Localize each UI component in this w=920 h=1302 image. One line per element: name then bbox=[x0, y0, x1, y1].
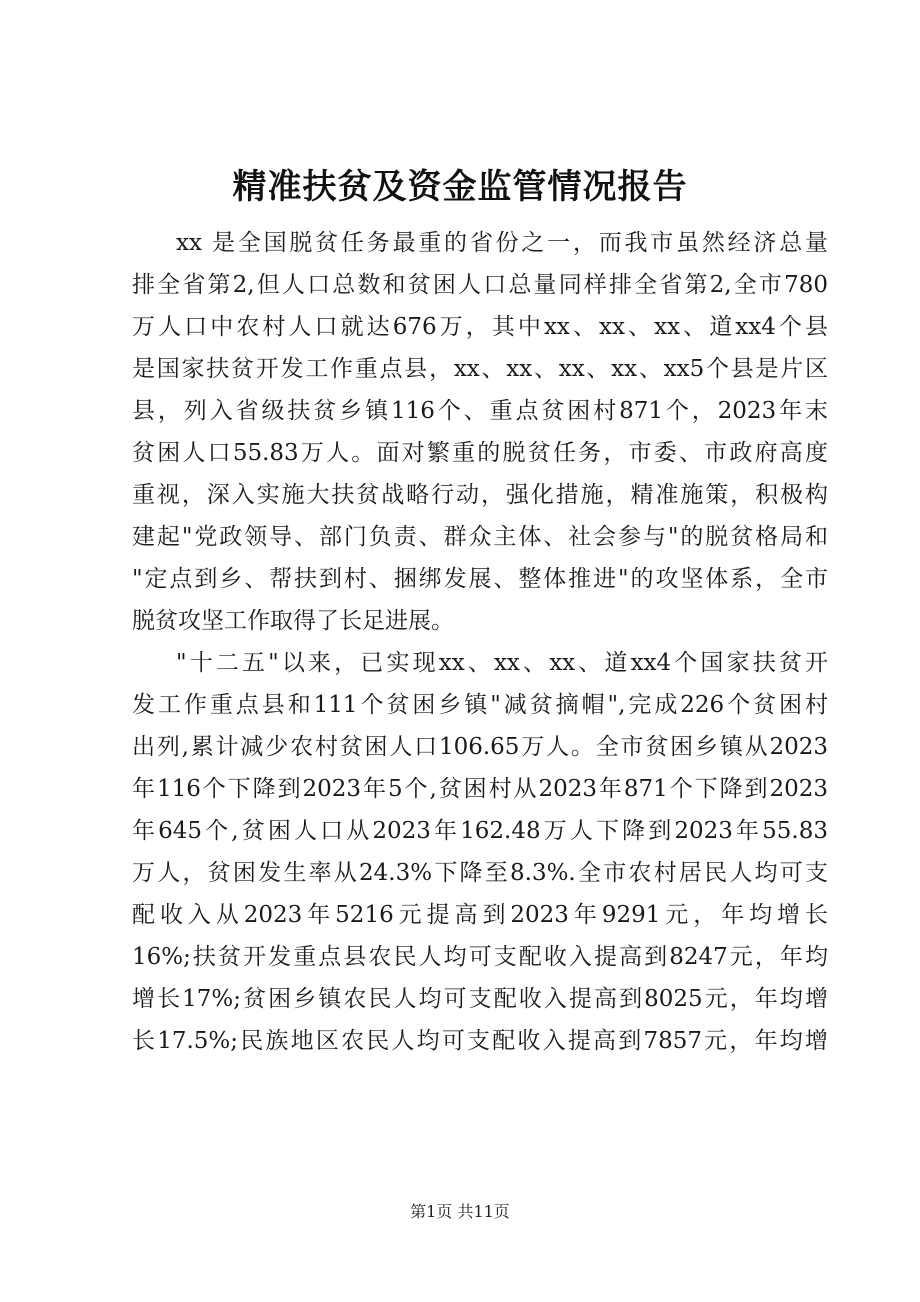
text-line: 万人口中农村人口就达676万，其中xx、xx、xx、道xx4个县 bbox=[132, 314, 828, 340]
text-line: 脱贫攻坚工作取得了长足进展。 bbox=[132, 608, 454, 634]
text-line: 增长17%;贫困乡镇农民人均可支配收入提高到8025元，年均增 bbox=[132, 986, 828, 1012]
text-line: 贫困人口55.83万人。面对繁重的脱贫任务，市委、市政府高度 bbox=[132, 440, 828, 466]
paragraph bbox=[132, 222, 828, 642]
text-line: 重视，深入实施大扶贫战略行动，强化措施，精准施策，积极构 bbox=[132, 482, 828, 508]
text-line: 16%;扶贫开发重点县农民人均可支配收入提高到8247元，年均 bbox=[132, 944, 828, 970]
text-line: 配收入从2023年5216元提高到2023年9291元，年均增长 bbox=[132, 902, 828, 928]
document-body bbox=[132, 222, 828, 1062]
text-line: 出列,累计减少农村贫困人口106.65万人。全市贫困乡镇从2023 bbox=[132, 734, 828, 760]
paragraph bbox=[132, 642, 828, 1062]
text-line: xx 是全国脱贫任务最重的省份之一，而我市虽然经济总量 bbox=[176, 230, 828, 256]
text-line: 年645个,贫困人口从2023年162.48万人下降到2023年55.83 bbox=[132, 818, 828, 844]
text-line: 建起"党政领导、部门负责、群众主体、社会参与"的脱贫格局和 bbox=[132, 524, 828, 550]
text-line: 发工作重点县和111个贫困乡镇"减贫摘帽",完成226个贫困村 bbox=[132, 692, 828, 718]
document-title: 精准扶贫及资金监管情况报告 bbox=[232, 167, 688, 207]
text-line: 年116个下降到2023年5个,贫困村从2023年871个下降到2023 bbox=[132, 776, 829, 802]
text-line: 县，列入省级扶贫乡镇116个、重点贫困村871个，2023年末 bbox=[132, 398, 828, 424]
page-number: 第1页 共11页 bbox=[410, 1202, 510, 1221]
text-line: "十二五"以来，已实现xx、xx、xx、道xx4个国家扶贫开 bbox=[176, 650, 828, 676]
text-line: 长17.5%;民族地区农民人均可支配收入提高到7857元，年均增 bbox=[132, 1028, 828, 1054]
text-line: "定点到乡、帮扶到村、捆绑发展、整体推进"的攻坚体系，全市 bbox=[132, 566, 828, 592]
text-line: 万人，贫困发生率从24.3%下降至8.3%.全市农村居民人均可支 bbox=[132, 860, 828, 886]
text-line: 排全省第2,但人口总数和贫困人口总量同样排全省第2,全市780 bbox=[132, 272, 828, 298]
text-line: 是国家扶贫开发工作重点县，xx、xx、xx、xx、xx5个县是片区 bbox=[132, 356, 828, 382]
